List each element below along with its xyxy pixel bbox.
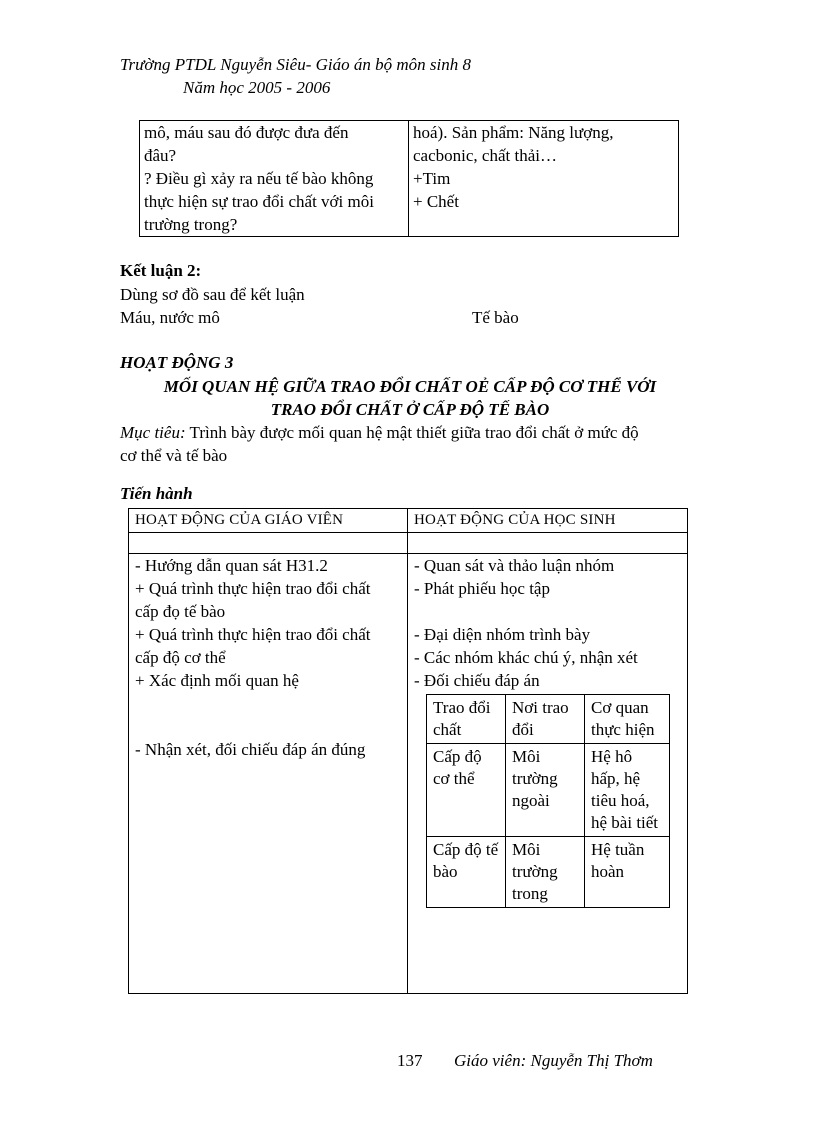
empty-cell: [408, 533, 688, 554]
teacher-line: - Hướng dẫn quan sát H31.2: [135, 556, 328, 575]
header-school: Trường PTDL Nguyễn Siêu- Giáo án bộ môn sinh 8: [120, 55, 471, 74]
procedure-title: Tiến hành: [120, 484, 193, 503]
page-number: 137: [397, 1051, 423, 1070]
conclusion-title: Kết luận 2:: [120, 261, 202, 280]
answer-table: [426, 694, 670, 908]
top-right-line: hoá). Sản phẩm: Năng lượng,: [413, 123, 614, 142]
top-right-line: +Tim: [413, 169, 451, 188]
student-spacer: [414, 600, 681, 623]
header-year: Năm học 2005 - 2006: [183, 78, 331, 97]
top-right-line: cacbonic, chất thải…: [413, 146, 557, 165]
header-student-cell: HOẠT ĐỘNG CỦA HỌC SINH: [408, 509, 688, 533]
top-left-line: trường trong?: [144, 215, 238, 234]
student-line: - Các nhóm khác chú ý, nhận xét: [414, 648, 638, 667]
answer-cell: Cấp độ cơ thể: [427, 744, 506, 837]
teacher-activities-cell: [129, 554, 408, 994]
activity-heading: HOẠT ĐỘNG 3: [120, 353, 234, 372]
header-teacher-cell: HOẠT ĐỘNG CỦA GIÁO VIÊN: [129, 509, 408, 533]
diagram-right-label: Tế bào: [472, 308, 519, 327]
student-activities-cell: [408, 554, 688, 994]
answer-cell: Môi trường ngoài: [506, 744, 585, 837]
activity-title-line2: TRAO ĐỔI CHẤT Ở CẤP ĐỘ TẾ BÀO: [270, 400, 550, 419]
answer-cell: Cấp độ tế bào: [427, 837, 506, 908]
footer-teacher: Giáo viên: Nguyễn Thị Thơm: [454, 1051, 653, 1070]
top-left-line: ? Điều gì xảy ra nếu tế bào không: [144, 169, 374, 188]
student-line: - Đối chiếu đáp án: [414, 671, 540, 690]
answer-header-cell: Nơi trao đổi: [506, 695, 585, 744]
conclusion-text: Dùng sơ đồ sau để kết luận: [120, 285, 305, 304]
teacher-line: + Xác định mối quan hệ: [135, 671, 299, 690]
objective-label: Mục tiêu:: [120, 423, 186, 442]
top-left-line: thực hiện sự trao đổi chất với môi: [144, 192, 374, 211]
teacher-spacer: [135, 715, 401, 738]
student-line: - Quan sát và thảo luận nhóm: [414, 556, 615, 575]
top-table-right-cell: [409, 121, 679, 237]
diagram-left-label: Máu, nước mô: [120, 308, 220, 327]
answer-cell: Môi trường trong: [506, 837, 585, 908]
activity-title-line1: MỐI QUAN HỆ GIỮA TRAO ĐỔI CHẤT OẺ CẤP ĐỘ CƠ THỂ VỚI: [163, 377, 657, 396]
teacher-line: cấp đọ tế bào: [135, 602, 226, 621]
objective-text-2: cơ thể và tế bào: [120, 446, 228, 465]
answer-header-cell: Cơ quan thực hiện: [585, 695, 670, 744]
teacher-line: - Nhận xét, đối chiếu đáp án đúng: [135, 740, 366, 759]
student-line: - Đại diện nhóm trình bày: [414, 625, 591, 644]
teacher-line: + Quá trình thực hiện trao đổi chất: [135, 579, 371, 598]
objective-text: Trình bày được mối quan hệ mật thiết giữa trao đổi chất ở mức độ: [185, 423, 639, 442]
top-left-line: đâu?: [144, 146, 177, 165]
objective-line: [120, 421, 639, 444]
answer-header-cell: Trao đổi chất: [427, 695, 506, 744]
top-table-left-cell: [140, 121, 409, 237]
answer-cell: Hệ tuần hoàn: [585, 837, 670, 908]
teacher-line: + Quá trình thực hiện trao đổi chất: [135, 625, 371, 644]
main-table: [128, 508, 688, 994]
top-right-line: + Chết: [413, 192, 459, 211]
answer-cell: Hệ hô hấp, hệ tiêu hoá, hệ bài tiết: [585, 744, 670, 837]
top-left-line: mô, máu sau đó được đưa đến: [144, 123, 349, 142]
student-line: - Phát phiếu học tập: [414, 579, 550, 598]
teacher-spacer: [135, 692, 401, 715]
teacher-line: cấp độ cơ thể: [135, 648, 226, 667]
top-table: [139, 120, 679, 237]
empty-cell: [129, 533, 408, 554]
